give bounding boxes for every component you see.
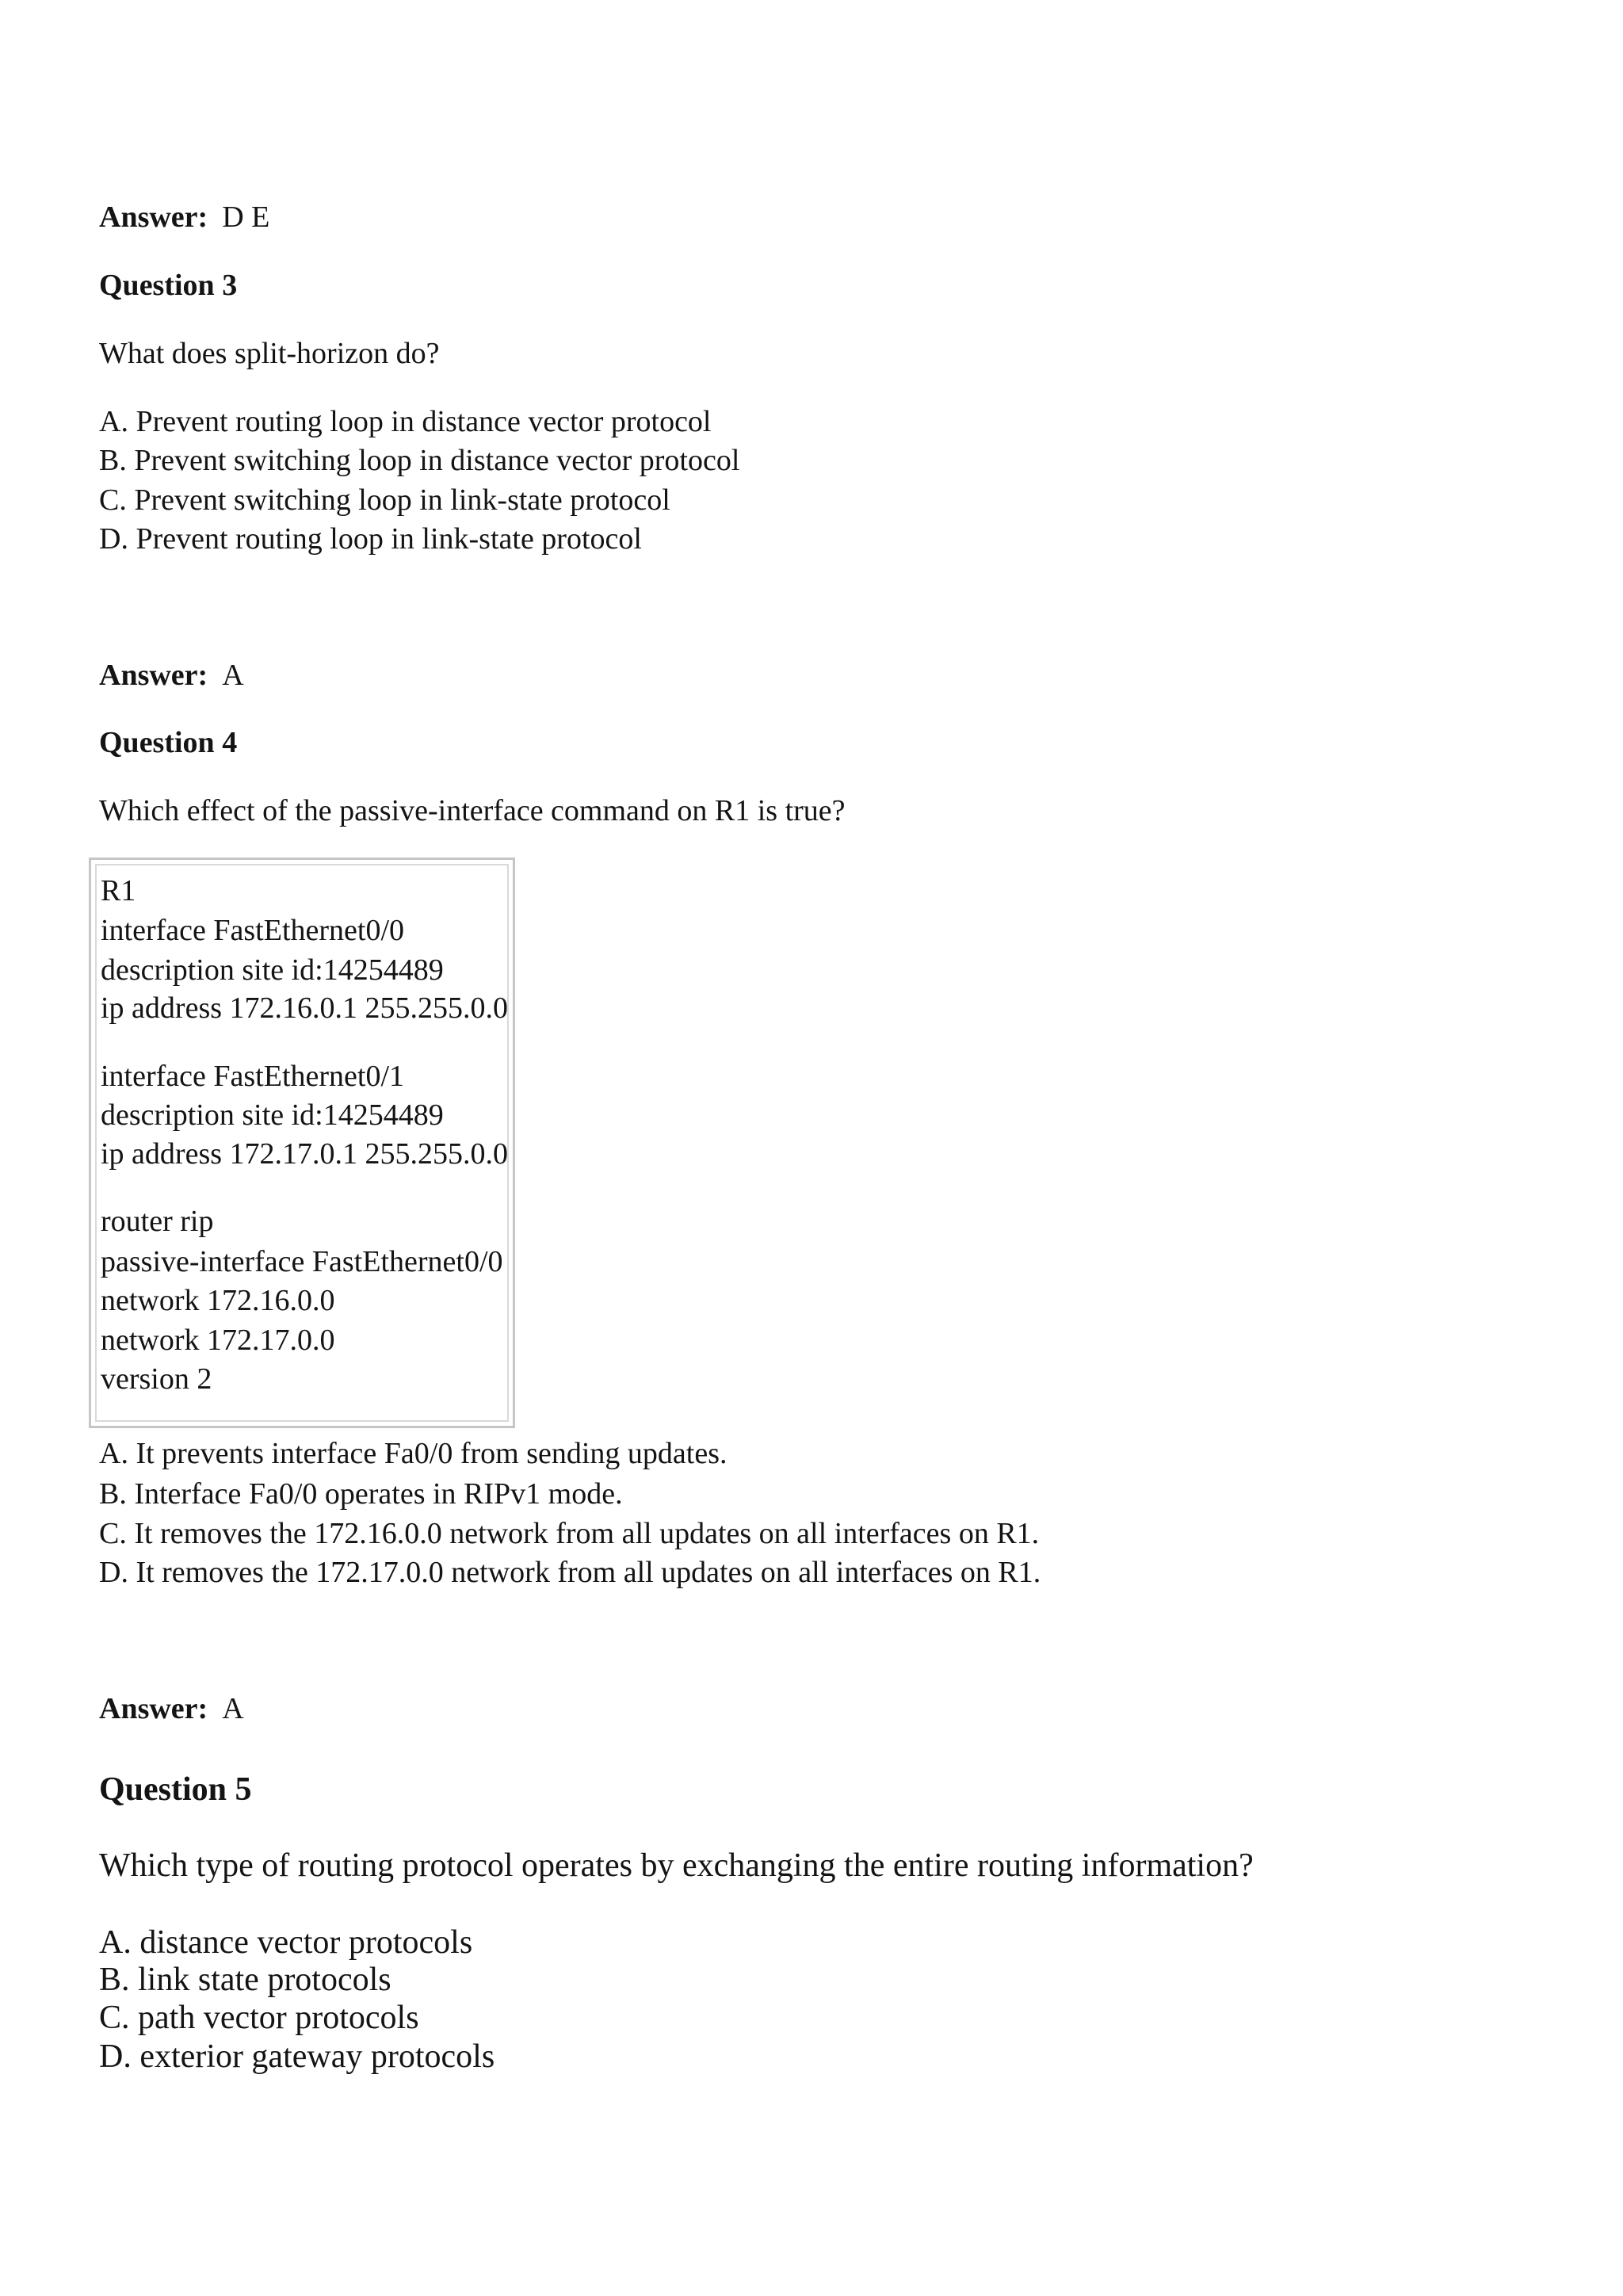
q3-option-c: C. Prevent switching loop in link-state protocol xyxy=(99,483,670,517)
q4-question-text: Which effect of the passive-interface command on R1 is true? xyxy=(99,794,846,827)
config-line: router rip xyxy=(101,1205,214,1238)
q3-title: Question 3 xyxy=(99,269,238,302)
config-line: version 2 xyxy=(101,1362,212,1396)
config-line: R1 xyxy=(101,874,136,907)
q5-option-c: C. path vector protocols xyxy=(99,2000,419,2036)
q4-option-b: B. Interface Fa0/0 operates in RIPv1 mode. xyxy=(99,1477,623,1511)
config-line: network 172.16.0.0 xyxy=(101,1284,335,1317)
q3-option-d: D. Prevent routing loop in link-state protocol xyxy=(99,522,642,556)
q3-option-a: A. Prevent routing loop in distance vector protocol xyxy=(99,405,712,438)
q4-option-a: A. It prevents interface Fa0/0 from sending updates. xyxy=(99,1437,727,1470)
answer-label: Answer: xyxy=(99,201,208,234)
config-line: ip address 172.16.0.1 255.255.0.0 xyxy=(101,991,509,1025)
q5-question-text: Which type of routing protocol operates by exchanging the entire routing information? xyxy=(99,1847,1254,1884)
answer-label: Answer: xyxy=(99,659,208,692)
q4-option-c: C. It removes the 172.16.0.0 network from all updates on all interfaces on R1. xyxy=(99,1517,1040,1550)
answer-value: A xyxy=(222,1692,244,1725)
q3-option-b: B. Prevent switching loop in distance vector protocol xyxy=(99,444,740,477)
config-line: description site id:14254489 xyxy=(101,1098,444,1132)
q5-title: Question 5 xyxy=(99,1771,252,1808)
q2-answer-line xyxy=(99,202,269,232)
config-line: interface FastEthernet0/1 xyxy=(101,1060,405,1093)
answer-value: A xyxy=(222,659,244,692)
q3-answer-line xyxy=(99,660,244,690)
q5-option-b: B. link state protocols xyxy=(99,1962,391,1998)
config-line: interface FastEthernet0/0 xyxy=(101,914,405,947)
answer-label: Answer: xyxy=(99,1692,208,1725)
q5-option-a: A. distance vector protocols xyxy=(99,1924,473,1961)
q4-answer-line xyxy=(99,1694,244,1724)
q5-option-d: D. exterior gateway protocols xyxy=(99,2038,495,2075)
router-config-box xyxy=(89,858,515,1428)
config-line: ip address 172.17.0.1 255.255.0.0 xyxy=(101,1137,509,1171)
answer-value: D E xyxy=(222,201,270,234)
config-line: network 172.17.0.0 xyxy=(101,1324,335,1357)
q4-option-d: D. It removes the 172.17.0.0 network from all updates on all interfaces on R1. xyxy=(99,1556,1041,1589)
config-line: passive-interface FastEthernet0/0 xyxy=(101,1245,503,1278)
q4-title: Question 4 xyxy=(99,726,238,759)
q3-question-text: What does split-horizon do? xyxy=(99,337,440,370)
config-line: description site id:14254489 xyxy=(101,953,444,987)
